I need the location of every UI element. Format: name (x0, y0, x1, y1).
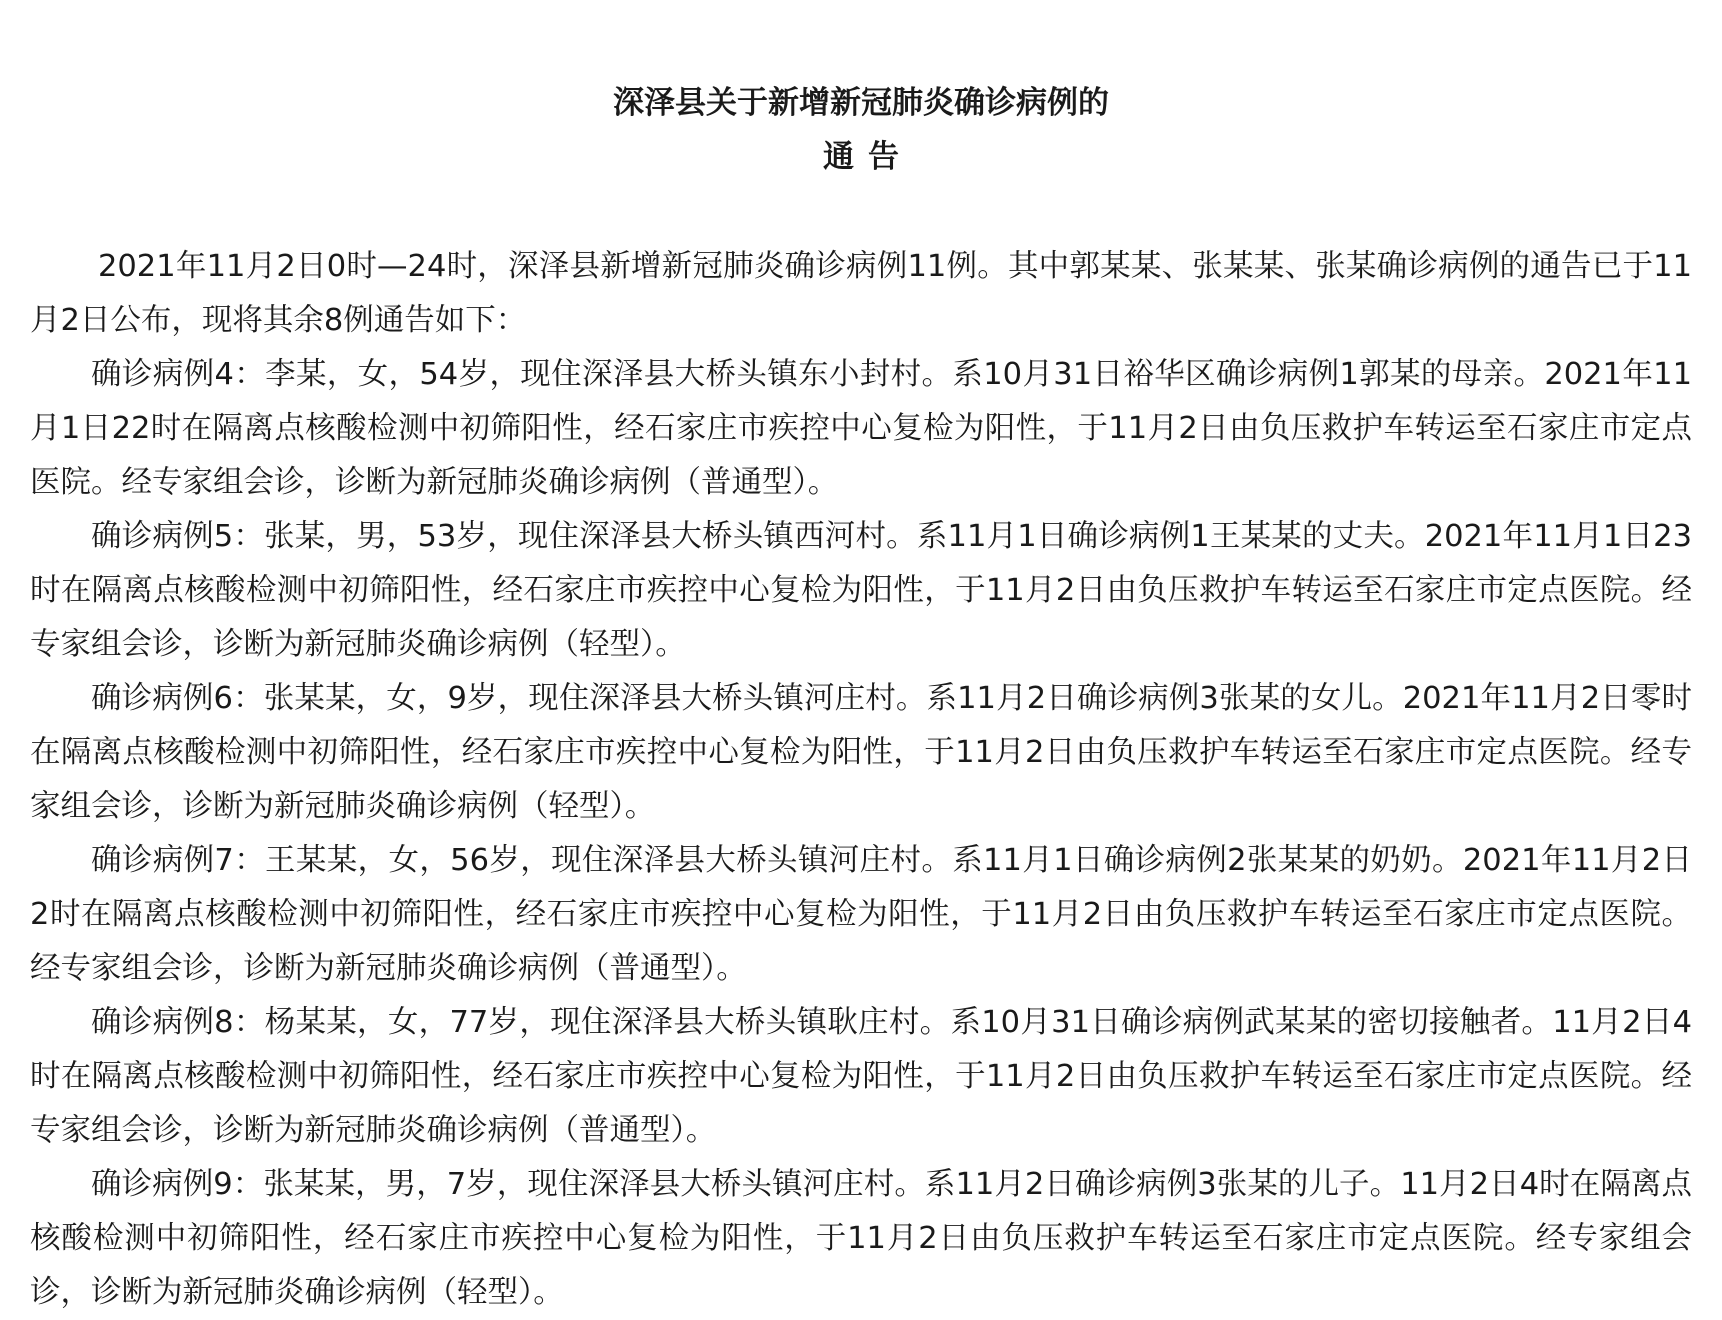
case-paragraph-9: 确诊病例9：张某某，男，7岁，现住深泽县大桥头镇河庄村。系11月2日确诊病例3张某的儿子。11月2日4时在隔离点核酸检测中初筛阳性，经石家庄市疾控中心复检为阳性，于11月2日由负压救护车转运至石家庄市定点医院。经专家组会诊，诊断为新冠肺炎确诊病例（轻型）。 (30, 1167, 1692, 1310)
case-paragraph-4: 确诊病例4：李某，女，54岁，现住深泽县大桥头镇东小封村。系10月31日裕华区确诊病例1郭某的母亲。2021年11月1日22时在隔离点核酸检测中初筛阳性，经石家庄市疾控中心复检为阳性，于11月2日由负压救护车转运至石家庄市定点医院。经专家组会诊，诊断为新冠肺炎确诊病例（普通型）。 (30, 357, 1692, 500)
intro-paragraph: 2021年11月2日0时—24时，深泽县新增新冠肺炎确诊病例11例。其中郭某某、张某某、张某确诊病例的通告已于11月2日公布，现将其余8例通告如下： (30, 249, 1692, 338)
notice-subtitle: 通告 (823, 139, 913, 175)
case-paragraph-8: 确诊病例8：杨某某，女，77岁，现住深泽县大桥头镇耿庄村。系10月31日确诊病例武某某的密切接触者。11月2日4时在隔离点核酸检测中初筛阳性，经石家庄市疾控中心复检为阳性，于11月2日由负压救护车转运至石家庄市定点医院。经专家组会诊，诊断为新冠肺炎确诊病例（普通型）。 (30, 1005, 1692, 1148)
notice-title: 深泽县关于新增新冠肺炎确诊病例的 (613, 85, 1109, 121)
case-paragraph-7: 确诊病例7：王某某，女，56岁，现住深泽县大桥头镇河庄村。系11月1日确诊病例2张某某的奶奶。2021年11月2日2时在隔离点核酸检测中初筛阳性，经石家庄市疾控中心复检为阳性，于11月2日由负压救护车转运至石家庄市定点医院。经专家组会诊，诊断为新冠肺炎确诊病例（普通型）。 (30, 843, 1692, 986)
notice-body (30, 240, 1692, 1320)
case-paragraph-6: 确诊病例6：张某某，女，9岁，现住深泽县大桥头镇河庄村。系11月2日确诊病例3张某的女儿。2021年11月2日零时在隔离点核酸检测中初筛阳性，经石家庄市疾控中心复检为阳性，于11月2日由负压救护车转运至石家庄市定点医院。经专家组会诊，诊断为新冠肺炎确诊病例（轻型）。 (30, 681, 1692, 824)
case-paragraph-5: 确诊病例5：张某，男，53岁，现住深泽县大桥头镇西河村。系11月1日确诊病例1王某某的丈夫。2021年11月1日23时在隔离点核酸检测中初筛阳性，经石家庄市疾控中心复检为阳性，于11月2日由负压救护车转运至石家庄市定点医院。经专家组会诊，诊断为新冠肺炎确诊病例（轻型）。 (30, 519, 1692, 662)
